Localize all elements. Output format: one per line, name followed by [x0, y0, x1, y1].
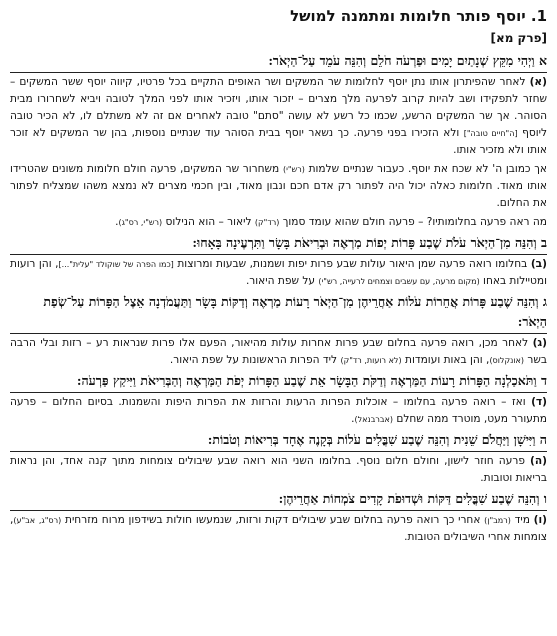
commentary-text: ולא הזכירו בפני פרעה. כך נשאר יוסף בבית הסוהר עוד שנתיים נוספות, בהן שר המשקים לא זוכר אותו ולא מזכיר אותו.	[10, 127, 547, 156]
commentary-text: פרעה חוזר לישון, וחולם חלום נוסף. בחלומו השני הוא רואה שבע שיבולים צומחות מתוך קנה אחד, והן נראות בריאות וטובות.	[10, 455, 547, 484]
commentary-text: לאחר מכן, רואה פרעה בחלום שבע פרות אחרות עולות מהיאור, הפעם אלו פרות שנראות רע – רזות ובלי הרבה בשר	[10, 337, 547, 366]
commentary-letter: (ג)	[532, 337, 547, 349]
commentary-paragraph	[10, 394, 547, 428]
commentary-letter: (א)	[529, 76, 547, 88]
commentary-text: בחלומו רואה פרעה שמן היאור עולות שבע פרות יפות ושמנות, שבעות ומרוצות	[173, 258, 531, 270]
verse-line	[10, 489, 547, 511]
commentary-text: ואז – רואה פרעה בחלומו – אוכלות הפרות הרעות והרזות את הפרות היפות והשמנות. בסיום החלום – פרעה מתעורר מעט, מוטרד ממה שחלם	[10, 396, 547, 425]
verse-letter: ה	[539, 432, 547, 447]
source-citation: (רש"י, רס"ג)	[118, 218, 163, 227]
verse-line	[10, 233, 547, 255]
verse-text: וַיִּישָׁן וַיַּחֲלֹם שֵׁנִית וְהִנֵּה שֶׁבַע שִׁבֳּלִים עֹלוֹת בְּקָנֶה אֶחָד בְּרִיאוֹת וְטֹבוֹת:	[207, 432, 540, 447]
commentary-letter: (ה)	[530, 455, 547, 467]
verse-line	[10, 51, 547, 73]
commentary-text: ליד הפרות הראשונות על שפת היאור.	[169, 354, 341, 366]
source-citation: (רס"ג,	[38, 516, 62, 525]
source-citation: (רד"ק)	[254, 218, 280, 227]
verse-letter: ב	[540, 235, 547, 250]
commentary-text: , צומחות אחרי השיבולים הטובות.	[10, 514, 547, 543]
commentary-text: מיד	[510, 514, 534, 526]
verse-line	[10, 430, 547, 452]
verse-line	[10, 371, 547, 393]
commentary-text: , והן רועות ומטיילות באחו	[10, 258, 547, 287]
commentary-text: .	[351, 413, 355, 425]
document-content	[10, 51, 547, 546]
commentary-paragraph	[10, 335, 547, 369]
verse-letter: ד	[540, 373, 547, 388]
commentary-paragraph	[10, 256, 547, 290]
source-citation: (אברבנאל)	[354, 415, 393, 424]
verse-text: וְהִנֵּה שֶׁבַע שִׁבֳּלִים דַּקּוֹת וּשְׁדוּפֹת קָדִים צֹמְחוֹת אַחֲרֵיהֶן:	[278, 491, 544, 506]
verse-text: וַיְהִי מִקֵּץ שְׁנָתַיִם יָמִים וּפַרְעֹה חֹלֵם וְהִנֵּה עֹמֵד עַל־הַיְאֹר:	[268, 53, 539, 68]
commentary-text: מה ראה פרעה בחלומותיו? – פרעה חולם שהוא עומד סמוך	[279, 216, 547, 228]
verse-text: וַתֹּאכַלְנָה הַפָּרוֹת רָעוֹת הַמַּרְאֶה וְדַקֹּת הַבָּשָׂר אֵת שֶׁבַע הַפָּרוֹת יְפֹת הַמַּרְאֶה וְהַבְּרִיאֹת וַיִּיקַץ פַּרְעֹה:	[76, 373, 541, 388]
commentary-letter: (ד)	[531, 396, 547, 408]
verse-text: וְהִנֵּה מִן־הַיְאֹר עֹלֹת שֶׁבַע פָּרוֹת יְפוֹת מַרְאֶה וּבְרִיאֹת בָּשָׂר וַתִּרְעֶינָה בָּאָחוּ:	[192, 235, 541, 250]
verse-letter: ג	[542, 294, 547, 309]
commentary-text: .	[115, 216, 119, 228]
commentary-paragraph	[10, 453, 547, 487]
commentary-letter: (ו)	[533, 514, 547, 526]
commentary-paragraph	[10, 512, 547, 546]
document-title: 1. יוסף פותר חלומות ומתמנה למושל	[290, 7, 547, 25]
commentary-text: , והן באות ועומדות	[401, 354, 490, 366]
commentary-text: אך כמובן ה' לא שכח את יוסף. כעבור שנתיים שלמות	[304, 163, 547, 175]
commentary-text: אחרי כך רואה פרעה בחלום שבע שיבולים דקות ורזות, שנמעשו חולות בשידפון מרוח מזרחית	[61, 514, 485, 526]
source-citation: (לא רועות, רד"ק)	[340, 356, 402, 365]
verse-letter: ו	[543, 491, 547, 506]
source-citation: (אונקלוס)	[489, 356, 525, 365]
source-citation: [ה"חיים טובה"]	[463, 129, 518, 138]
commentary-text: משחרור שר המשקים, פרעה חולם חלומות משונים שהטרידו אותו מאוד. חלומות כאלה יכול היה לפתור רק אדם חכם ונבון מאוד, ובין חכמי מצרים לא נמצא משהו שמצליח לפתור את החלום.	[10, 163, 547, 209]
verse-text: וְהִנֵּה שֶׁבַע פָּרוֹת אֲחֵרוֹת עֹלוֹת אַחֲרֵיהֶן מִן־הַיְאֹר רָעוֹת מַרְאֶה וְדַקּוֹת בָּשָׂר וַתַּעֲמֹדְנָה אֵצֶל הַפָּרוֹת עַל־שְׂפַת הַיְאֹר:	[43, 294, 547, 329]
chapter-label: [פרק מא]	[490, 31, 547, 45]
commentary-text: על שפת היאור.	[245, 275, 319, 287]
source-citation: (רמב"ן)	[484, 516, 511, 525]
source-citation: (רש"י)	[282, 165, 305, 174]
commentary-letter: (ב)	[530, 258, 547, 270]
source-citation: (מקום מרעה, עם עשבים וצמחים לרעייה, רש"י)	[318, 277, 480, 286]
verse-line	[10, 292, 547, 334]
source-citation: אב"ע)	[13, 516, 36, 525]
commentary-text: לאחר שהפיתרון אותו נתן יוסף לחלומות שר המשקים ושר האופים התקיים בכל פרטיו, קיווה יוסף ששר המשקים – שחזר לתפקידו ושב להיות קרוב לפרעה מלך מצרים – יזכור אותו, ויזכיר אותו לפני המלך לטובה ויביא לשחרורו מבית הסוהר. אך שר המשקים הרשע, שכמו כל רשע לא עושה "סתם" טובה לאחרים אם זה לא משתלם לו, לא הכיר טובה ליוסף	[10, 76, 548, 139]
commentary-text: ליאור – הוא הנילוס	[162, 216, 255, 228]
source-citation: [כמו הפרה של שוקולד "עלית"...]	[58, 260, 174, 269]
verse-letter: א	[538, 53, 547, 68]
commentary-paragraph	[10, 74, 547, 159]
commentary-paragraph	[10, 161, 547, 212]
commentary-paragraph	[10, 214, 547, 231]
